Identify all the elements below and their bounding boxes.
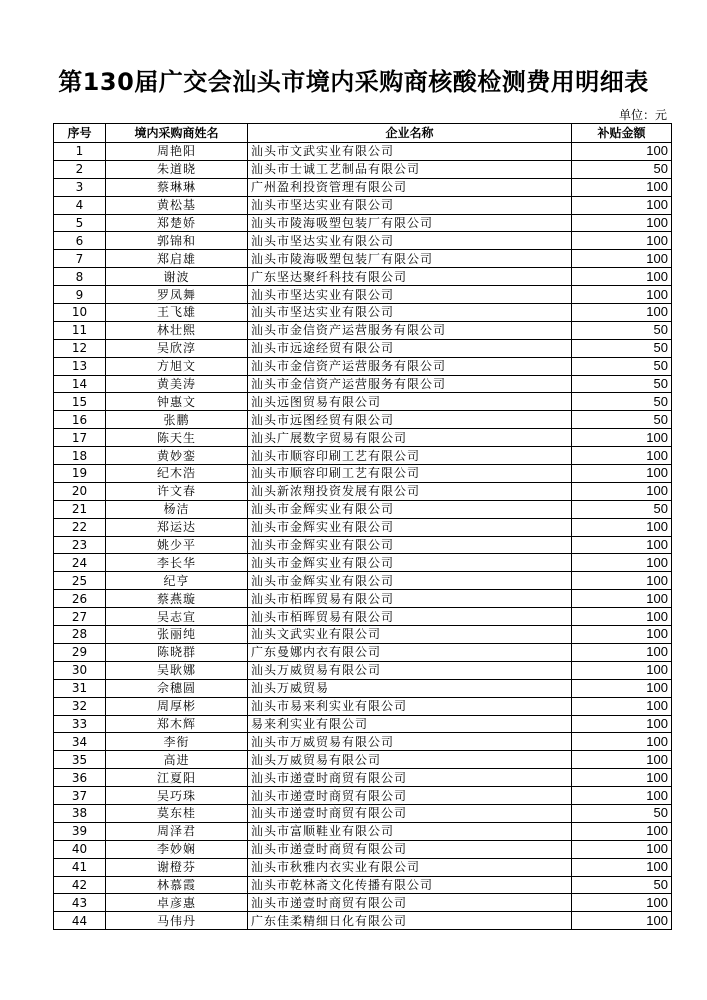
- cell-amount: 100: [572, 143, 672, 161]
- cell-amount: 50: [572, 321, 672, 339]
- table-row: [54, 465, 672, 483]
- cell-no: 33: [54, 715, 106, 733]
- cell-no: 14: [54, 375, 106, 393]
- cell-amount: 100: [572, 697, 672, 715]
- cell-no: 9: [54, 286, 106, 304]
- cell-no: 41: [54, 858, 106, 876]
- table-row: [54, 232, 672, 250]
- table-row: [54, 214, 672, 232]
- cell-name: 黄美涛: [106, 375, 248, 393]
- cell-company: 广东坚达聚纤科技有限公司: [248, 268, 572, 286]
- cell-company: 汕头万威贸易有限公司: [248, 661, 572, 679]
- cell-amount: 100: [572, 912, 672, 930]
- cell-name: 李妙娴: [106, 840, 248, 858]
- cell-company: 汕头市递壹时商贸有限公司: [248, 804, 572, 822]
- table-row: [54, 339, 672, 357]
- cell-company: 汕头市金辉实业有限公司: [248, 500, 572, 518]
- cell-no: 12: [54, 339, 106, 357]
- cell-no: 19: [54, 465, 106, 483]
- cell-company: 汕头市秋雅内衣实业有限公司: [248, 858, 572, 876]
- cell-company: 汕头市递壹时商贸有限公司: [248, 769, 572, 787]
- cell-name: 黄松基: [106, 196, 248, 214]
- cell-name: 王飞雄: [106, 304, 248, 322]
- cell-amount: 100: [572, 894, 672, 912]
- document-title: 第130届广交会汕头市境内采购商核酸检测费用明细表: [58, 68, 649, 96]
- cell-company: 汕头广展数字贸易有限公司: [248, 429, 572, 447]
- cell-company: 汕头市金信资产运营服务有限公司: [248, 357, 572, 375]
- table-row: [54, 178, 672, 196]
- header-no: 序号: [54, 124, 106, 143]
- table-row: [54, 608, 672, 626]
- cell-name: 吴耿娜: [106, 661, 248, 679]
- cell-company: 汕头市栢晖贸易有限公司: [248, 608, 572, 626]
- cell-amount: 100: [572, 554, 672, 572]
- cell-amount: 100: [572, 304, 672, 322]
- cell-company: 汕头市坚达实业有限公司: [248, 286, 572, 304]
- cell-amount: 100: [572, 787, 672, 805]
- cell-name: 林壮熙: [106, 321, 248, 339]
- cell-amount: 100: [572, 286, 672, 304]
- table-body: [54, 143, 672, 930]
- cell-name: 罗凤舞: [106, 286, 248, 304]
- table-row: [54, 500, 672, 518]
- cell-name: 黄妙銮: [106, 447, 248, 465]
- cell-name: 莫东桂: [106, 804, 248, 822]
- cell-name: 郑楚娇: [106, 214, 248, 232]
- cell-company: 汕头市金辉实业有限公司: [248, 572, 572, 590]
- table-row: [54, 769, 672, 787]
- cell-company: 汕头市递壹时商贸有限公司: [248, 787, 572, 805]
- table-row: [54, 429, 672, 447]
- cell-name: 佘穗圆: [106, 679, 248, 697]
- table-row: [54, 268, 672, 286]
- cell-amount: 50: [572, 160, 672, 178]
- cell-name: 谢橙芬: [106, 858, 248, 876]
- cell-no: 38: [54, 804, 106, 822]
- cell-no: 11: [54, 321, 106, 339]
- cell-name: 吴欣淳: [106, 339, 248, 357]
- cell-amount: 100: [572, 769, 672, 787]
- cell-amount: 50: [572, 876, 672, 894]
- table-row: [54, 661, 672, 679]
- unit-label: 单位：元: [618, 108, 667, 122]
- cell-no: 4: [54, 196, 106, 214]
- cell-company: 汕头市远图经贸有限公司: [248, 411, 572, 429]
- cell-no: 35: [54, 751, 106, 769]
- cell-name: 郑运达: [106, 518, 248, 536]
- cell-no: 17: [54, 429, 106, 447]
- cell-amount: 100: [572, 751, 672, 769]
- cell-company: 汕头市万威贸易有限公司: [248, 733, 572, 751]
- cell-no: 44: [54, 912, 106, 930]
- cell-no: 28: [54, 626, 106, 644]
- table-row: [54, 858, 672, 876]
- cell-no: 25: [54, 572, 106, 590]
- cell-company: 汕头市远途经贸有限公司: [248, 339, 572, 357]
- cell-amount: 100: [572, 858, 672, 876]
- cell-amount: 50: [572, 375, 672, 393]
- cell-company: 广东佳柔精细日化有限公司: [248, 912, 572, 930]
- cell-amount: 100: [572, 250, 672, 268]
- cell-name: 朱道晓: [106, 160, 248, 178]
- cell-company: 汕头市坚达实业有限公司: [248, 304, 572, 322]
- cell-name: 纪亨: [106, 572, 248, 590]
- cell-company: 汕头市坚达实业有限公司: [248, 196, 572, 214]
- table-row: [54, 894, 672, 912]
- table-row: [54, 679, 672, 697]
- table-row: [54, 554, 672, 572]
- cell-name: 陈天生: [106, 429, 248, 447]
- cell-company: 汕头市顺容印刷工艺有限公司: [248, 447, 572, 465]
- header-amount: 补贴金额: [572, 124, 672, 143]
- cell-company: 汕头市栢晖贸易有限公司: [248, 590, 572, 608]
- table-row: [54, 143, 672, 161]
- header-company: 企业名称: [248, 124, 572, 143]
- cell-no: 13: [54, 357, 106, 375]
- table-row: [54, 375, 672, 393]
- cell-company: 汕头万威贸易有限公司: [248, 751, 572, 769]
- cell-no: 6: [54, 232, 106, 250]
- cell-amount: 50: [572, 411, 672, 429]
- cell-no: 7: [54, 250, 106, 268]
- cell-amount: 100: [572, 232, 672, 250]
- cell-company: 汕头市士诚工艺制品有限公司: [248, 160, 572, 178]
- cell-no: 31: [54, 679, 106, 697]
- table-row: [54, 160, 672, 178]
- cell-amount: 100: [572, 715, 672, 733]
- table-row: [54, 411, 672, 429]
- cell-amount: 100: [572, 643, 672, 661]
- cell-amount: 100: [572, 214, 672, 232]
- cell-amount: 50: [572, 339, 672, 357]
- cell-name: 郭锦和: [106, 232, 248, 250]
- cell-company: 汕头市坚达实业有限公司: [248, 232, 572, 250]
- cell-amount: 100: [572, 626, 672, 644]
- cell-name: 谢波: [106, 268, 248, 286]
- cell-amount: 100: [572, 661, 672, 679]
- cell-company: 汕头市金信资产运营服务有限公司: [248, 375, 572, 393]
- cell-company: 汕头市乾林斋文化传播有限公司: [248, 876, 572, 894]
- table-row: [54, 590, 672, 608]
- cell-no: 8: [54, 268, 106, 286]
- cell-name: 纪木浩: [106, 465, 248, 483]
- cell-name: 张丽纯: [106, 626, 248, 644]
- cell-amount: 50: [572, 357, 672, 375]
- cell-amount: 100: [572, 465, 672, 483]
- table-row: [54, 393, 672, 411]
- table-row: [54, 715, 672, 733]
- cell-no: 40: [54, 840, 106, 858]
- cell-name: 卓彦惠: [106, 894, 248, 912]
- table-row: [54, 733, 672, 751]
- cell-amount: 100: [572, 536, 672, 554]
- cell-company: 汕头市金辉实业有限公司: [248, 518, 572, 536]
- cell-company: 汕头万威贸易: [248, 679, 572, 697]
- cell-company: 汕头市富顺鞋业有限公司: [248, 822, 572, 840]
- table-row: [54, 536, 672, 554]
- table-row: [54, 626, 672, 644]
- table-row: [54, 804, 672, 822]
- table-header-row: [54, 124, 672, 143]
- cell-company: 汕头市陵海吸塑包装厂有限公司: [248, 250, 572, 268]
- table-row: [54, 321, 672, 339]
- cell-no: 32: [54, 697, 106, 715]
- cell-name: 江夏阳: [106, 769, 248, 787]
- cell-name: 郑木辉: [106, 715, 248, 733]
- cell-no: 37: [54, 787, 106, 805]
- cell-name: 张鹏: [106, 411, 248, 429]
- cell-no: 23: [54, 536, 106, 554]
- cell-no: 20: [54, 482, 106, 500]
- cell-no: 10: [54, 304, 106, 322]
- table-row: [54, 912, 672, 930]
- cell-company: 广东曼娜内衣有限公司: [248, 643, 572, 661]
- cell-name: 郑启雄: [106, 250, 248, 268]
- table-row: [54, 643, 672, 661]
- cell-name: 吴志宣: [106, 608, 248, 626]
- cell-no: 43: [54, 894, 106, 912]
- cell-no: 39: [54, 822, 106, 840]
- table-row: [54, 447, 672, 465]
- cell-company: 汕头市易来利实业有限公司: [248, 697, 572, 715]
- subsidy-table: [53, 123, 672, 930]
- cell-name: 周艳阳: [106, 143, 248, 161]
- cell-name: 姚少平: [106, 536, 248, 554]
- cell-no: 36: [54, 769, 106, 787]
- cell-amount: 100: [572, 429, 672, 447]
- cell-name: 高进: [106, 751, 248, 769]
- cell-no: 18: [54, 447, 106, 465]
- cell-amount: 100: [572, 822, 672, 840]
- cell-no: 30: [54, 661, 106, 679]
- cell-amount: 100: [572, 590, 672, 608]
- cell-no: 15: [54, 393, 106, 411]
- cell-company: 汕头市金辉实业有限公司: [248, 554, 572, 572]
- table-row: [54, 518, 672, 536]
- cell-no: 2: [54, 160, 106, 178]
- cell-amount: 100: [572, 840, 672, 858]
- cell-company: 汕头市金信资产运营服务有限公司: [248, 321, 572, 339]
- cell-name: 许文春: [106, 482, 248, 500]
- table-row: [54, 572, 672, 590]
- cell-name: 吴巧珠: [106, 787, 248, 805]
- cell-amount: 100: [572, 447, 672, 465]
- cell-name: 李衔: [106, 733, 248, 751]
- cell-amount: 100: [572, 196, 672, 214]
- cell-name: 马伟丹: [106, 912, 248, 930]
- cell-no: 27: [54, 608, 106, 626]
- cell-company: 汕头远图贸易有限公司: [248, 393, 572, 411]
- header-name: 境内采购商姓名: [106, 124, 248, 143]
- table-row: [54, 840, 672, 858]
- cell-amount: 100: [572, 268, 672, 286]
- cell-no: 16: [54, 411, 106, 429]
- cell-company: 汕头市顺容印刷工艺有限公司: [248, 465, 572, 483]
- cell-amount: 50: [572, 804, 672, 822]
- cell-no: 3: [54, 178, 106, 196]
- table-row: [54, 357, 672, 375]
- table-row: [54, 751, 672, 769]
- cell-name: 钟惠文: [106, 393, 248, 411]
- cell-no: 22: [54, 518, 106, 536]
- cell-no: 21: [54, 500, 106, 518]
- cell-no: 34: [54, 733, 106, 751]
- cell-no: 26: [54, 590, 106, 608]
- cell-amount: 50: [572, 393, 672, 411]
- cell-amount: 100: [572, 518, 672, 536]
- cell-company: 汕头市金辉实业有限公司: [248, 536, 572, 554]
- cell-amount: 100: [572, 178, 672, 196]
- cell-name: 林慕霞: [106, 876, 248, 894]
- cell-amount: 100: [572, 679, 672, 697]
- cell-company: 汕头市递壹时商贸有限公司: [248, 840, 572, 858]
- table-row: [54, 876, 672, 894]
- table-row: [54, 250, 672, 268]
- cell-company: 广州盈利投资管理有限公司: [248, 178, 572, 196]
- cell-name: 方旭文: [106, 357, 248, 375]
- cell-name: 蔡燕璇: [106, 590, 248, 608]
- cell-amount: 100: [572, 572, 672, 590]
- cell-no: 42: [54, 876, 106, 894]
- cell-name: 周泽君: [106, 822, 248, 840]
- cell-amount: 50: [572, 500, 672, 518]
- cell-company: 汕头市递壹时商贸有限公司: [248, 894, 572, 912]
- cell-name: 李长华: [106, 554, 248, 572]
- table-row: [54, 787, 672, 805]
- cell-company: 汕头文武实业有限公司: [248, 626, 572, 644]
- cell-no: 1: [54, 143, 106, 161]
- cell-name: 杨洁: [106, 500, 248, 518]
- cell-no: 24: [54, 554, 106, 572]
- cell-company: 易来利实业有限公司: [248, 715, 572, 733]
- table-row: [54, 196, 672, 214]
- cell-no: 29: [54, 643, 106, 661]
- cell-company: 汕头市陵海吸塑包装厂有限公司: [248, 214, 572, 232]
- cell-amount: 100: [572, 608, 672, 626]
- cell-name: 周厚彬: [106, 697, 248, 715]
- table-row: [54, 304, 672, 322]
- table-row: [54, 822, 672, 840]
- cell-name: 蔡琳琳: [106, 178, 248, 196]
- cell-amount: 100: [572, 733, 672, 751]
- table-row: [54, 286, 672, 304]
- cell-no: 5: [54, 214, 106, 232]
- cell-company: 汕头新浓翔投资发展有限公司: [248, 482, 572, 500]
- cell-company: 汕头市文武实业有限公司: [248, 143, 572, 161]
- cell-amount: 100: [572, 482, 672, 500]
- table-row: [54, 482, 672, 500]
- cell-name: 陈晓群: [106, 643, 248, 661]
- table-row: [54, 697, 672, 715]
